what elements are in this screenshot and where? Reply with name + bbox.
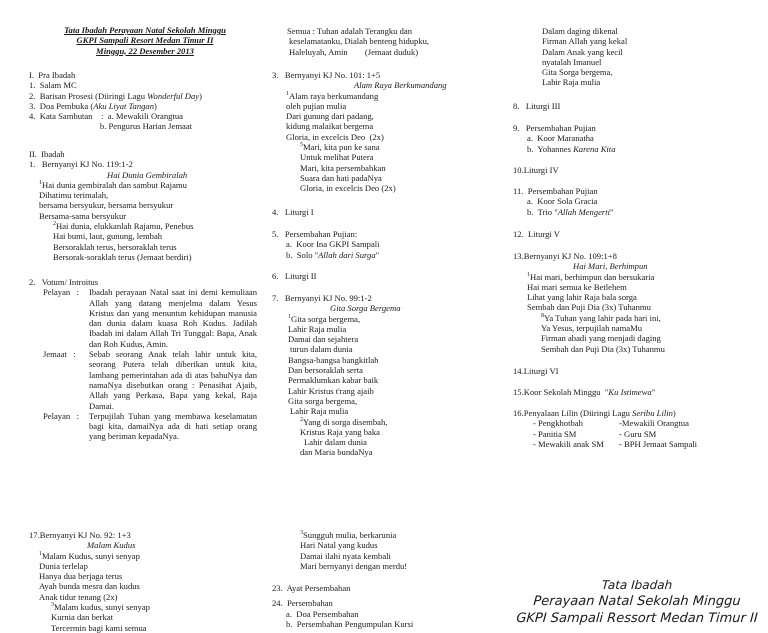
koor-item: 15.Koor Sekolah Minggu "Ku Istimewa" xyxy=(513,387,656,397)
song-7 xyxy=(272,293,502,458)
verse-line: Ayah bunda mesra dan kudus xyxy=(39,581,140,592)
cover-line-2: Perayaan Natal Sekolah Minggu xyxy=(532,594,742,609)
speaker-label: Jemaat : xyxy=(43,349,76,360)
song-verse xyxy=(513,272,753,313)
verse-line: Damai dan sejahtera xyxy=(288,334,359,345)
verse-line: Firman Allah yang kekal xyxy=(542,36,628,47)
lilin-row xyxy=(513,429,763,439)
verse-line: Bersama-sama bersyukur xyxy=(39,210,127,221)
lilin-cell: - Guru SM xyxy=(619,428,657,439)
song-17-verse-3 xyxy=(300,530,500,571)
pujian-item: b. Solo "Allah dari Surga" xyxy=(286,249,380,260)
pujian-item: a. Koor Ina GKPI Sampali xyxy=(286,239,380,250)
pra-ibadah-section xyxy=(29,70,269,132)
verse-line: Dari gunung dari padang, xyxy=(286,111,374,122)
verse-line: Lahir Raja mulia xyxy=(288,323,347,334)
closing-line: Semua : Tuhan adalah Terangku dan xyxy=(287,26,413,36)
song-verse xyxy=(29,551,265,602)
section-heading: I. Pra Ibadah xyxy=(29,70,76,80)
lilin-cell: - Pengkhotbah xyxy=(533,418,583,429)
verse-line: Sembah dan Puji Dia (3x) Tuhanmu xyxy=(527,302,651,313)
liturgi-6 xyxy=(513,366,559,376)
verse-line: Kristus Raja yang baka xyxy=(300,426,380,437)
song-verse xyxy=(272,91,502,142)
verse-line: Gita Sorga bergema, xyxy=(542,67,613,78)
verse-line: 3Malam kudus, sunyi senyap xyxy=(51,602,150,613)
verse-line: Firman abadi yang menjadi daging xyxy=(541,333,661,344)
votum-section xyxy=(29,277,257,442)
verse-line: bersama bersyukur, bersama bersyukur xyxy=(39,200,174,211)
verse-line: 1Hai mari, berhimpun dan bersukaria xyxy=(527,271,655,282)
votum-closing xyxy=(287,26,499,57)
verse-line: Hai bumi, laut, gunung, lembah xyxy=(53,231,163,242)
pujian-item: b. Trio "Allah Mengerti" xyxy=(527,206,614,217)
song-verse xyxy=(513,313,753,354)
liturgi-item: 8. Liturgi III xyxy=(513,101,561,111)
pujian-title: 5. Persembahan Pujian: xyxy=(272,229,358,239)
verse-line: 3Sungguh mulia, berkarunia xyxy=(300,530,397,540)
lilin-cell: - BPH Jemaat Sampali xyxy=(619,438,698,449)
verse-line: Gloria, in excelcis Deo (2x) xyxy=(286,131,384,142)
list-item: 2. Barisan Prosesi (Diiringi Lagu Wonderful Day) xyxy=(29,90,202,101)
song-verse xyxy=(272,417,502,458)
votum-pelayan xyxy=(29,287,257,349)
cover-line-1: Tata Ibadah xyxy=(601,578,673,592)
liturgi-1 xyxy=(272,207,314,217)
verse-line: Gloria, in excelcis Deo (2x) xyxy=(300,183,396,194)
pujian-3 xyxy=(513,186,614,217)
verse-line: Permaklumkan kabar baik xyxy=(288,375,379,386)
liturgi-5 xyxy=(513,229,560,239)
lilin-title: 16.Penyalaan Lilin (Diiringi Lagu Seribu Lilin) xyxy=(513,408,676,418)
song-7-continued xyxy=(542,26,742,88)
verse-line: Sembah dan Puji Dia (3x) Tuhanmu xyxy=(541,343,665,354)
liturgi-item: 6. Liturgi II xyxy=(272,271,317,281)
verse-line: 1Gita sorga bergema, xyxy=(288,313,361,324)
verse-line: Kurnia dan berkat xyxy=(51,612,114,623)
song-13 xyxy=(513,251,753,354)
verse-line: Lahir Raja mulia xyxy=(290,406,349,417)
song-subtitle: Hai Dunia Gembiralah xyxy=(107,169,188,180)
list-item: 3. Doa Pembuka (Aku Liyat Tangan) xyxy=(29,100,157,111)
speaker-label: Pelayan : xyxy=(43,287,80,298)
song-subtitle: Gita Sorga Bergema xyxy=(330,303,401,314)
song-verse xyxy=(29,180,265,221)
liturgi-item: 14.Liturgi VI xyxy=(513,366,559,376)
pujian-item: a. Koor Maranatha xyxy=(527,133,594,144)
song-verse xyxy=(272,142,502,193)
closing-line: Haleluyah, Amin (Jemaat duduk) xyxy=(289,46,419,57)
verse-line: Lahir dalam dunia xyxy=(304,437,367,448)
speaker-text: Ibadah perayaan Natal saat ini demi kemuliaan Allah yang datang menjelma dalam Yesus Kristus dan yang menuntun kehidupan manusia dan dunia dalam kuasa Roh Kudus. Jadilah Ibadah ini dalam Allah Tri Tunggal: Bapa, Anak dan Roh Kudus, Amin. xyxy=(89,287,257,349)
verse-line: Lahir Raja mulia xyxy=(542,77,601,88)
lilin-row xyxy=(513,439,763,449)
verse-line: 1Hai dunia gembiralah dan sambut Rajamu xyxy=(39,179,187,190)
verse-line: Dalam Anak yang kecil xyxy=(542,46,623,57)
verse-line: Lahir Kristus t'rang ajaib xyxy=(288,385,374,396)
pujian-2 xyxy=(513,123,616,154)
verse-line: 8Ya Tuhan yang lahir pada hari ini, xyxy=(541,312,661,323)
verse-line: Hai mari semua ke Betlehem xyxy=(527,281,627,292)
song-title: 7. Bernyanyi KJ No. 99:1-2 xyxy=(272,293,372,303)
liturgi-item: 10.Liturgi IV xyxy=(513,165,559,175)
votum-jemaat xyxy=(29,349,257,411)
verse-line: dan Maria bundaNya xyxy=(300,447,373,458)
song-17 xyxy=(29,530,265,633)
pujian-title: 9. Persembahan Pujian xyxy=(513,123,596,133)
verse-line: kidung malaikat bergema xyxy=(286,121,374,132)
section-heading: II. Ibadah xyxy=(29,149,65,159)
verse-line: Hanya dua berjaga terus xyxy=(39,571,123,582)
verse-line: 1Alam raya berkumandang xyxy=(286,90,379,101)
song-verse xyxy=(272,314,502,417)
pujian-item: b. Yohannes Karena Kita xyxy=(527,143,616,154)
verse-line: 5Mari, kita pun ke sana xyxy=(300,142,380,153)
verse-line: Mari bernyanyi dengan merdu! xyxy=(300,560,408,571)
song-subtitle: Alam Raya Berkumandang xyxy=(354,80,447,91)
verse-line: Suara dan hati padaNya xyxy=(300,172,382,183)
lilin-row xyxy=(513,418,763,428)
verse-line: Ya Yesus, terpujilah namaMu xyxy=(541,323,643,334)
verse-line: Dalam daging dikenal xyxy=(542,26,618,36)
speaker-label: Pelayan : xyxy=(43,410,80,421)
cover-line-3: GKPI Sampali Ressort Medan Timur II xyxy=(515,611,759,626)
lilin-cell: - Panitia SM xyxy=(533,428,577,439)
list-item: b. Pengurus Harian Jemaat xyxy=(29,121,193,132)
header-church: GKPI Sampali Resort Medan Timur II xyxy=(76,35,214,46)
verse-line: Tercermin bagi kami semua xyxy=(51,622,147,633)
votum-title: 2. Votum/ Introitus xyxy=(29,277,99,287)
verse-line: nyatalah Imanuel xyxy=(542,56,602,67)
verse-line: Bersorak-soraklah terus (Jemaat berdiri) xyxy=(53,251,192,262)
ibadah-section xyxy=(29,149,265,262)
verse-line: Anak tidur tenang (2x) xyxy=(39,591,118,602)
verse-line: Dunia terlelap xyxy=(39,560,88,571)
verse-line: 2Yang di sorga disembah, xyxy=(300,416,388,427)
liturgi-2 xyxy=(272,271,316,281)
song-title: 13.Bernyanyi KJ No. 109:1+8 xyxy=(513,251,617,261)
liturgi-3 xyxy=(513,101,560,111)
verse-line: Untuk melihat Putera xyxy=(300,152,374,163)
verse-line: Damai ilahi nyata kembali xyxy=(300,550,391,561)
verse-line: turun dalam dunia xyxy=(290,344,353,355)
list-item: 1. Salam MC xyxy=(29,80,77,91)
verse-line: Dan bersoraklah serta xyxy=(288,365,363,376)
list-item: 4. Kata Sambutan : a. Mewakili Orangtua xyxy=(29,111,183,122)
verse-line: Gita sorga bergema, xyxy=(288,395,358,406)
votum-pelayan-2 xyxy=(29,411,257,442)
verse-line: Dihatimu terimalah, xyxy=(39,190,109,201)
song-verse xyxy=(29,221,265,262)
liturgi-item: 4. Liturgi I xyxy=(272,207,314,217)
closing-line: keselamatanku, Dialah benteng hidupku, xyxy=(289,36,430,47)
speaker-text: Sebab seorang Anak telah lahir untuk kita, seorang Putera telah diberikan untuk kita, lambang pemerintahan ada di atas bahuNya dan namaNya disebutkan orang : Penasihat Ajaib, Allah yang Perkasa, Bapa yang kekal, Raja Damai. xyxy=(89,349,257,411)
song-title: 3. Bernyanyi KJ No. 101: 1+5 xyxy=(272,70,381,80)
header-date: Minggu, 22 Desember 2013 xyxy=(96,45,194,56)
cover-title xyxy=(512,578,762,627)
pujian-item: a. Koor Sola Gracia xyxy=(527,196,598,207)
verse-line: Bersoraklah terus, bersoraklah terus xyxy=(53,241,177,252)
pujian-title: 11. Persembahan Pujian xyxy=(513,186,598,196)
verse-line: Hari Natal yang kudus xyxy=(300,540,378,551)
verse-line: oleh pujian mulia xyxy=(286,100,347,111)
persembahan-title: 24. Persembahan xyxy=(272,598,333,609)
persembahan-item: b. Persembahan Pengumpulan Kursi xyxy=(286,618,414,629)
lilin-cell: -Mewakili Orangtua xyxy=(619,418,689,429)
lilin-cell: - Mewakili anak SM xyxy=(533,438,604,449)
song-title: 17.Bernyanyi KJ No. 92: 1+3 xyxy=(29,530,131,540)
pujian-1 xyxy=(272,229,380,260)
penyalaan-lilin xyxy=(513,408,763,449)
liturgi-item: 12. Liturgi V xyxy=(513,229,560,239)
ayat-item: 23. Ayat Persembahan xyxy=(272,583,351,593)
header xyxy=(25,25,265,56)
liturgi-4 xyxy=(513,165,559,175)
song-subtitle: Malam Kudus xyxy=(87,540,136,551)
persembahan-section xyxy=(272,583,502,629)
speaker-text: Terpujilah Tuhan yang membawa keselamatan bagi kita, damaiNya ada di hati setiap orang yang beriman kepadaNya. xyxy=(89,410,257,442)
song-3 xyxy=(272,70,502,194)
verse-line: 2Hai dunia, elukkanlah Rajamu, Penebus xyxy=(53,221,194,232)
verse-line: Mari, kita persembahkan xyxy=(300,162,386,173)
persembahan-item: a. Doa Persembahan xyxy=(286,608,359,619)
verse-line: 1Malam Kudus, sunyi senyap xyxy=(39,550,140,561)
verse-line: Bangsa-bangsa bangkitlah xyxy=(288,354,379,365)
song-title: 1. Bernyanyi KJ No. 119:1-2 xyxy=(29,159,133,170)
song-verse xyxy=(29,602,265,633)
song-subtitle: Hai Mari, Berhimpun xyxy=(573,261,648,272)
verse-line: Lihat yang lahir Raja bala sorga xyxy=(527,292,637,303)
koor-15 xyxy=(513,387,655,397)
header-title: Tata Ibadah Perayaan Natal Sekolah Minggu xyxy=(64,25,226,35)
